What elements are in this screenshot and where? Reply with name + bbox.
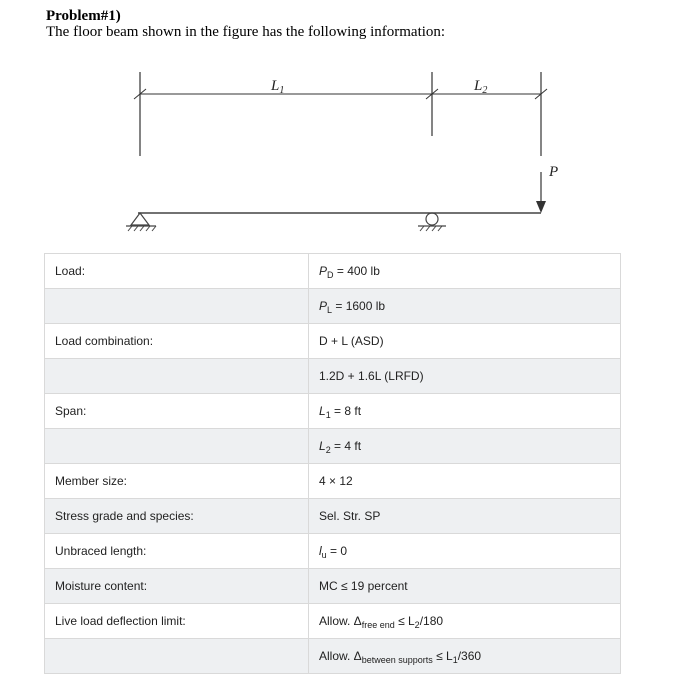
row-value: $P_L = 1600$ lb <box>309 289 621 324</box>
beam-info-table <box>44 253 621 674</box>
row-value: $l_u = 0$ <box>309 534 621 569</box>
row-label <box>45 289 309 324</box>
table-row <box>45 289 621 324</box>
row-label: Stress grade and species: <box>45 499 309 534</box>
row-label: Load combination: <box>45 324 309 359</box>
table-row <box>45 464 621 499</box>
point-load-arrow <box>536 172 546 213</box>
row-label: Live load deflection limit: <box>45 604 309 639</box>
row-label <box>45 639 309 674</box>
problem-heading: Problem#1) <box>46 8 121 24</box>
row-value: $P_D = 400$ lb <box>309 254 621 289</box>
table-row <box>45 604 621 639</box>
row-value: $L_1 = 8$ ft <box>309 394 621 429</box>
row-value: MC ≤ 19 percent <box>309 569 621 604</box>
table-row <box>45 429 621 464</box>
table-row <box>45 534 621 569</box>
row-value: Sel. Str. SP <box>309 499 621 534</box>
pin-support <box>126 213 156 231</box>
row-label: Span: <box>45 394 309 429</box>
row-label: Load: <box>45 254 309 289</box>
table-row <box>45 499 621 534</box>
row-label: Member size: <box>45 464 309 499</box>
span-label-l2: $L_2$ <box>474 78 488 96</box>
beam-figure <box>0 0 700 250</box>
row-value: 1.2D + 1.6L (LRFD) <box>309 359 621 394</box>
row-label: Unbraced length: <box>45 534 309 569</box>
table-row <box>45 639 621 674</box>
row-label <box>45 359 309 394</box>
row-value: Allow. $\Delta_{between supports} \le L_1/360$ <box>309 639 621 674</box>
row-label <box>45 429 309 464</box>
table-row <box>45 324 621 359</box>
row-label: Moisture content: <box>45 569 309 604</box>
row-value: $L_2 = 4$ ft <box>309 429 621 464</box>
row-value: Allow. $\Delta_{free end} \le L_2/180$ <box>309 604 621 639</box>
problem-intro: The floor beam shown in the figure has the following information: <box>46 24 446 40</box>
table-row <box>45 394 621 429</box>
row-value: D + L (ASD) <box>309 324 621 359</box>
load-label-p: P <box>549 164 559 180</box>
table-row <box>45 359 621 394</box>
table-row <box>45 254 621 289</box>
row-value: 4 × 12 <box>309 464 621 499</box>
roller-support <box>418 213 446 231</box>
span-label-l1: $L_1$ <box>271 78 285 96</box>
table-row <box>45 569 621 604</box>
